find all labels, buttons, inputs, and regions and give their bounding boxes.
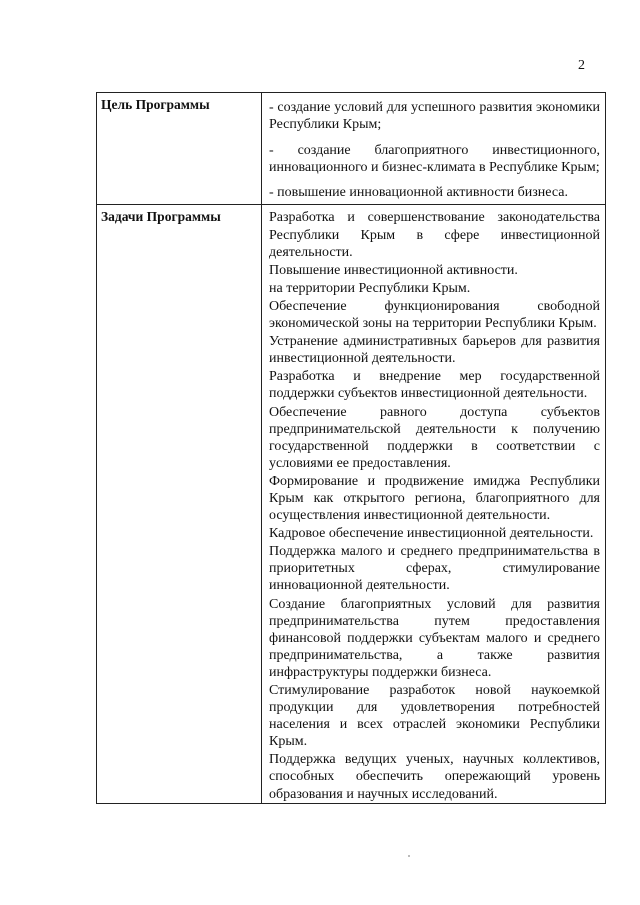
tasks-content-cell — [262, 205, 606, 803]
tasks-label-cell — [97, 205, 262, 803]
page-number: 2 — [578, 58, 585, 73]
task-item: Создание благоприятных условий для развития предпринимательства путем предоставления финансовой поддержки субъектам малого и среднего предпринимательства, а также развития инфраструктуры поддержки бизнеса. — [269, 596, 600, 680]
task-item: Разработка и внедрение мер государственной поддержки субъектов инвестиционной деятельности. — [269, 369, 600, 402]
task-item: Стимулирование разработок новой наукоемкой продукции для удовлетворения потребностей населения и всех отраслей экономики Республики Крым. — [269, 683, 600, 750]
task-item: Разработка и совершенствование законодательства Республики Крым в сфере инвестиционной деятельности. — [269, 210, 600, 260]
goal-item: - повышение инновационной активности бизнеса. — [269, 185, 568, 201]
task-item: Кадровое обеспечение инвестиционной деятельности. — [269, 526, 594, 542]
task-item: Поддержка малого и среднего предпринимательства в приоритетных сферах, стимулирование инновационной деятельности. — [269, 544, 600, 594]
task-item: Повышение инвестиционной активности. — [269, 262, 518, 278]
goals-content-cell — [262, 93, 606, 205]
goals-label-cell — [97, 93, 262, 205]
goals-row — [97, 93, 606, 205]
program-table — [96, 92, 606, 804]
task-item: на территории Республики Крым. — [269, 280, 471, 296]
goals-label: Цель Программы — [101, 97, 210, 112]
tasks-label: Задачи Программы — [101, 209, 221, 225]
task-item: Обеспечение функционирования свободной экономической зоны на территории Республики Крым. — [269, 298, 600, 332]
task-item: Поддержка ведущих ученых, научных коллективов, способных обеспечить опережающий уровень образования и научных исследований. — [269, 752, 600, 802]
goal-item: - создание условий для успешного развития экономики Республики Крым; — [269, 100, 600, 133]
task-item: Устранение административных барьеров для развития инвестиционной деятельности. — [269, 334, 600, 367]
scan-speck — [408, 855, 410, 857]
tasks-row — [97, 205, 606, 803]
task-item: Обеспечение равного доступа субъектов предпринимательской деятельности к получению государственной поддержки в соответствии с условиями ее предоставления. — [269, 404, 600, 471]
task-item: Формирование и продвижение имиджа Республики Крым как открытого региона, благоприятного для осуществления инвестиционной деятельности. — [269, 473, 600, 524]
goal-item: - создание благоприятного инвестиционного, инновационного и бизнес-климата в Республике Крым; — [269, 142, 600, 175]
